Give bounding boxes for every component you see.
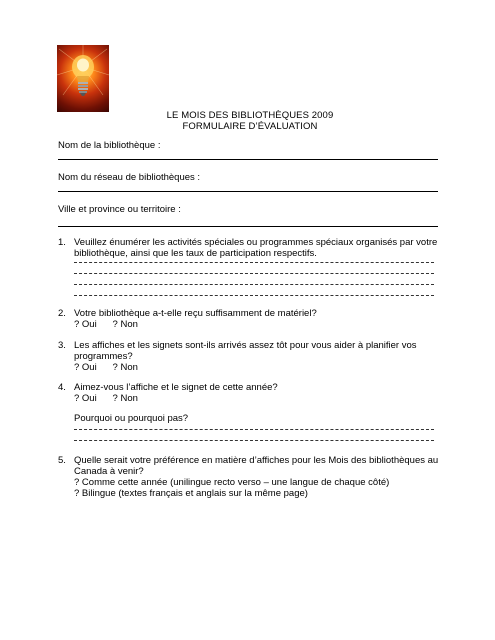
answer-line[interactable] bbox=[74, 284, 434, 285]
city-province-field[interactable] bbox=[58, 226, 438, 227]
question-4-followup: Pourquoi ou pourquoi pas? bbox=[74, 413, 189, 424]
question-1-text: Veuillez énumérer les activités spéciales ou programmes spéciaux organisés par votre bibliothèque, ainsi que les taux de participation respectifs. bbox=[74, 237, 438, 259]
question-5-option-1[interactable]: ? Comme cette année (unilingue recto verso – une langue de chaque côté) bbox=[74, 477, 390, 488]
question-3-options[interactable]: ? Oui ? Non bbox=[74, 362, 138, 373]
network-name-field[interactable] bbox=[58, 191, 438, 192]
question-1-number: 1. bbox=[58, 237, 66, 248]
answer-line[interactable] bbox=[74, 273, 434, 274]
answer-line[interactable] bbox=[74, 429, 434, 430]
light-bulb-logo bbox=[57, 45, 109, 112]
answer-line[interactable] bbox=[74, 262, 434, 263]
question-3-number: 3. bbox=[58, 340, 66, 351]
question-4-text: Aimez-vous l’affiche et le signet de cette année? bbox=[74, 382, 278, 393]
light-bulb-icon bbox=[57, 45, 109, 112]
question-4-number: 4. bbox=[58, 382, 66, 393]
question-2-text: Votre bibliothèque a-t-elle reçu suffisamment de matériel? bbox=[74, 308, 317, 319]
answer-line[interactable] bbox=[74, 295, 434, 296]
library-name-field[interactable] bbox=[58, 159, 438, 160]
question-3-text: Les affiches et les signets sont-ils arrivés assez tôt pour vous aider à planifier vos programmes? bbox=[74, 340, 417, 362]
city-province-label: Ville et province ou territoire : bbox=[58, 204, 181, 215]
question-2-options[interactable]: ? Oui ? Non bbox=[74, 319, 138, 330]
question-5-number: 5. bbox=[58, 455, 66, 466]
question-2-number: 2. bbox=[58, 308, 66, 319]
question-4-options[interactable]: ? Oui ? Non bbox=[74, 393, 138, 404]
network-name-label: Nom du réseau de bibliothèques : bbox=[58, 172, 201, 183]
library-name-label: Nom de la bibliothèque : bbox=[58, 140, 161, 151]
question-5-text: Quelle serait votre préférence en matière d’affiches pour les Mois des bibliothèques au Canada à venir? bbox=[74, 455, 439, 477]
question-5-option-2[interactable]: ? Bilingue (textes français et anglais sur la même page) bbox=[74, 488, 308, 499]
form-title: LE MOIS DES BIBLIOTHÈQUES 2009 bbox=[166, 110, 334, 121]
form-subtitle: FORMULAIRE D’ÉVALUATION bbox=[182, 121, 318, 132]
answer-line[interactable] bbox=[74, 440, 434, 441]
